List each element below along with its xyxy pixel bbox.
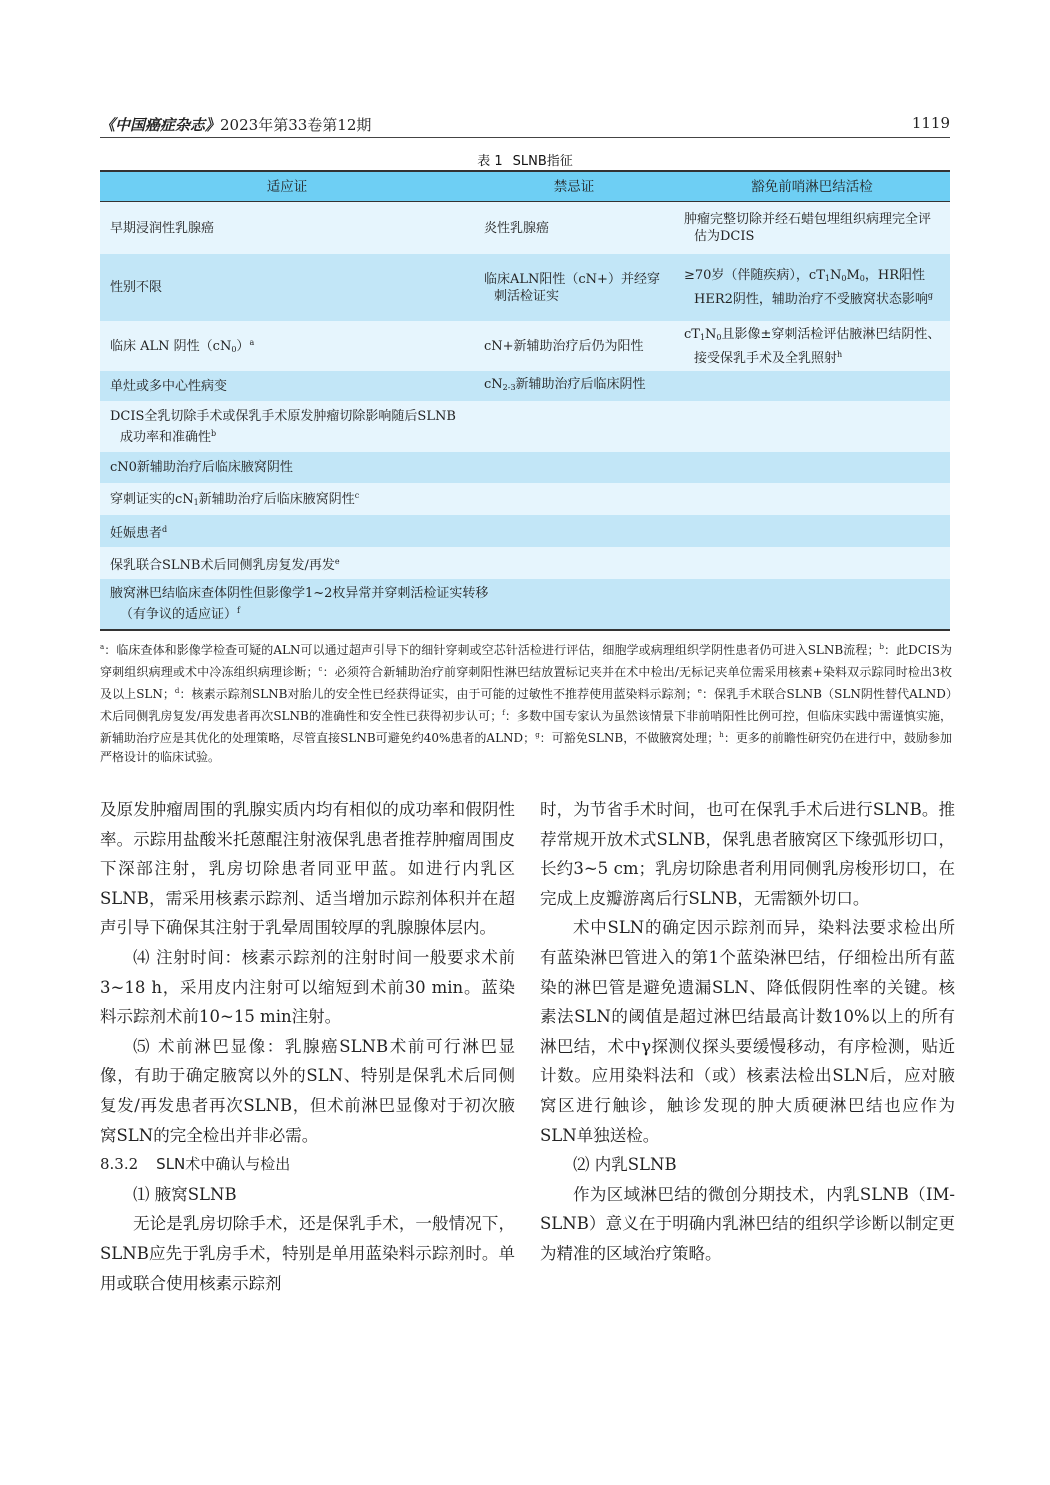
body-column-right — [540, 795, 955, 1269]
table-title: SLNB指征 — [512, 154, 573, 169]
section-title: SLN术中确认与检出 — [156, 1155, 291, 1174]
table-row — [100, 515, 950, 547]
body-paragraph: ⑷ 注射时间：核素示踪剂的注射时间一般要求术前3~18 h，采用皮内注射可以缩短到术前30 min。蓝染料示踪剂术前10~15 min注射。 — [100, 947, 515, 1027]
header-exemption: 豁免前哨淋巴结活检 — [751, 179, 873, 195]
body-paragraph: 无论是乳房切除手术，还是保乳手术，一般情况下，SLNB应先于乳房手术，特别是单用蓝染料示踪剂时。单用或联合使用核素示踪剂 — [100, 1214, 515, 1293]
indication-cell: 性别不限 — [110, 280, 163, 295]
table-header-row — [100, 172, 950, 202]
subsection-heading: ⑵ 内乳SLNB — [573, 1155, 677, 1175]
footnote: $^e$：保乳手术联合SLNB（SLN阴性替代ALND）术后同侧乳房复发/再发患者再次SLNB的准确性和安全性已获得初步认可； — [100, 687, 952, 723]
indication-cell: 临床 ALN 阴性$(cN_0)^a$ — [110, 338, 255, 354]
indication-cell: 妊娠患者$^d$ — [110, 524, 168, 541]
table-row — [100, 371, 950, 401]
slnb-indications-table — [100, 170, 950, 631]
exemption-cell: ≥70岁（伴随疾病），$cT_1N_0M_0$，HR阳性HER2阴性，辅助治疗不受腋窝状态影响$^g$ — [684, 268, 934, 307]
page-number: 1119 — [911, 114, 950, 132]
journal-issue: 2023年第33卷第12期 — [220, 116, 372, 134]
body-paragraph: 及原发肿瘤周围的乳腺实质内均有相似的成功率和假阴性率。示踪用盐酸米托蒽醌注射液保乳患者推荐肿瘤周围皮下深部注射，乳房切除患者同亚甲蓝。如进行内乳区SLNB，需采用核素示踪剂、适当增加示踪剂体积并在超声引导下确保其注射于乳晕周围较厚的乳腺腺体层内。 — [100, 800, 515, 938]
indication-cell: 早期浸润性乳腺癌 — [110, 220, 215, 236]
table-number: 表 1 — [477, 154, 503, 169]
indication-cell: DCIS全乳切除手术或保乳手术原发肿瘤切除影响随后SLNB成功率和准确性$^b$ — [110, 408, 456, 445]
journal-citation — [100, 114, 371, 135]
subsection-heading: ⑴ 腋窝SLNB — [133, 1184, 237, 1204]
section-heading — [100, 1150, 515, 1180]
table-row — [100, 483, 950, 515]
footnote: $^c$：必须符合新辅助治疗前穿刺阳性淋巴结放置标记夹并在术中检出/无标记夹单位需采用核素+染料双示踪同时检出3枚及以上SLN； — [100, 665, 952, 701]
body-paragraph: ⑸ 术前淋巴显像：乳腺癌SLNB术前可行淋巴显像，有助于确定腋窝以外的SLN、特别是保乳术后同侧复发/再发患者再次SLNB，但术前淋巴显像对于初次腋窝SLN的完全检出并非必需。 — [100, 1036, 515, 1145]
exemption-cell: $cT_1N_0$且影像±穿刺活检评估腋淋巴结阴性、接受保乳手术及全乳照射$^h$ — [684, 326, 941, 366]
contraindication-cell: 临床ALN阳性（cN+）并经穿刺活检证实 — [484, 271, 660, 304]
footnote: $^f$：多数中国专家认为虽然该情景下非前哨阳性比例可控，但临床实践中需谨慎实施，新辅助治疗应是其优化的处理策略，尽管直接SLNB可避免约40%患者的ALND； — [100, 709, 952, 745]
table-row — [100, 254, 950, 321]
footnote: $^g$：可豁免SLNB，不做腋窝处理； — [535, 731, 720, 745]
indication-cell: 单灶或多中心性病变 — [110, 378, 228, 394]
contraindication-cell: $cN_{2-3}$新辅助治疗后临床阴性 — [484, 377, 646, 392]
body-column-left — [100, 795, 515, 1298]
contraindication-cell: cN+新辅助治疗后仍为阳性 — [484, 338, 644, 354]
section-number: 8.3.2 — [100, 1155, 139, 1174]
table-row — [100, 547, 950, 579]
footnote: $^d$：核素示踪剂SLNB对胎儿的安全性已经获得证实，由于可能的过敏性不推荐使用蓝染料示踪剂； — [174, 687, 698, 701]
footnote: $^h$：更多的前瞻性研究仍在进行中，鼓励参加严格设计的临床试验。 — [100, 731, 952, 764]
indication-cell: cN0新辅助治疗后临床腋窝阴性 — [110, 460, 293, 475]
body-paragraph: 时，为节省手术时间，也可在保乳手术后进行SLNB。推荐常规开放术式SLNB，保乳患者腋窝区下缘弧形切口，长约3~5 cm；乳房切除患者利用同侧乳房梭形切口，在完成上皮瓣游离后行SLNB，无需额外切口。 — [540, 800, 955, 908]
footnote: $^b$：此DCIS为穿刺组织病理或术中冷冻组织病理诊断； — [100, 643, 953, 679]
body-paragraph: 术中SLN的确定因示踪剂而异，染料法要求检出所有蓝染淋巴管进入的第1个蓝染淋巴结，仔细检出所有蓝染的淋巴管是避免遗漏SLN、降低假阴性率的关键。核素法SLN的阈值是超过淋巴结最高计数10%以上的所有淋巴结，术中γ探测仪探头要缓慢移动，有序检测，贴近计数。应用染料法和（或）核素法检出SLN后，应对腋窝区进行触诊，触诊发现的肿大质硬淋巴结也应作为SLN单独送检。 — [540, 918, 955, 1145]
footnote: $^a$：临床查体和影像学检查可疑的ALN可以通过超声引导下的细针穿刺或空芯针活检进行评估，细胞学或病理组织学阴性患者仍可进入SLNB流程； — [100, 643, 880, 657]
header-contraindications: 禁忌证 — [553, 179, 595, 195]
journal-name: 《中国癌症杂志》 — [100, 116, 221, 134]
contraindication-cell: 炎性乳腺癌 — [484, 220, 550, 236]
running-head — [100, 112, 950, 138]
table-footnotes — [100, 638, 952, 767]
table-caption — [100, 150, 950, 169]
table-row — [100, 452, 950, 483]
indication-cell: 保乳联合SLNB术后同侧乳房复发/再发$^e$ — [110, 556, 340, 573]
exemption-cell: 肿瘤完整切除并经石蜡包埋组织病理完全评估为DCIS — [684, 212, 932, 244]
header-indications: 适应证 — [266, 179, 308, 195]
body-paragraph: 作为区域淋巴结的微创分期技术，内乳SLNB（IM-SLNB）意义在于明确内乳淋巴结的组织学诊断以制定更为精准的区域治疗策略。 — [540, 1184, 955, 1263]
indication-cell: 腋窝淋巴结临床查体阴性但影像学1~2枚异常并穿刺活检证实转移（有争议的适应证）$^f$ — [110, 586, 489, 622]
table-row — [100, 579, 950, 629]
indication-cell: 穿刺证实的$cN_1$新辅助治疗后临床腋窝阴性$^c$ — [110, 491, 360, 507]
table-row — [100, 321, 950, 371]
table-row — [100, 202, 950, 254]
table-row — [100, 401, 950, 452]
